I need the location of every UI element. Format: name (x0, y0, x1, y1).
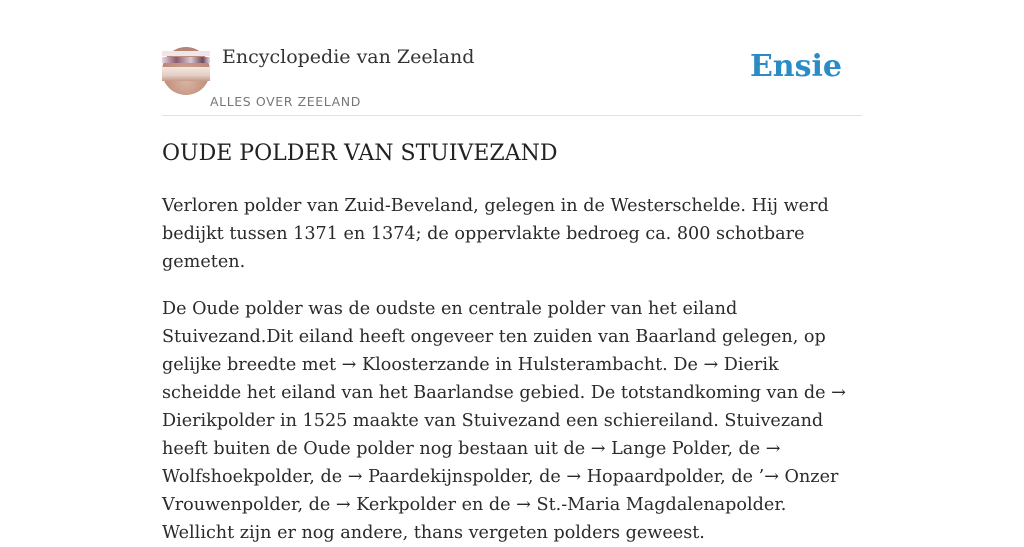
article (162, 138, 862, 547)
site-title[interactable]: Encyclopedie van Zeeland (222, 46, 475, 68)
brand-logo-link[interactable]: Ensie (749, 49, 842, 84)
article-title: OUDE POLDER VAN STUIVEZAND (162, 141, 558, 166)
avatar-image-band (162, 67, 210, 81)
article-paragraph: Verloren polder van Zuid-Beveland, gelegen in de Westerschelde. Hij werd bedijkt tussen 1371 en 1374; de oppervlakte bedroeg ca. 800 schotbare gemeten. (162, 196, 829, 272)
article-paragraph: De Oude polder was de oudste en centrale polder van het eiland Stuivezand.Dit eiland heeft ongeveer ten zuiden van Baarland gelegen, op gelijke breedte met → Kloosterzande in Hulsterambacht. De → Dierik scheidde het eiland van het Baarlandse gebied. De totstandkoming van de → Dierikpolder in 1525 maakte van Stuivezand een schiereiland. Stuivezand heeft buiten de Oude polder nog bestaan uit de → Lange Polder, de → Wolfshoekpolder, de → Paardekijnspolder, de → Hopaardpolder, de ’→ Onzer Vrouwenpolder, de → Kerkpolder en de → St.-Maria Magdalenapolder. Wellicht zijn er nog andere, thans vergeten polders geweest. (162, 299, 846, 543)
site-header (162, 0, 862, 116)
site-subtitle: ALLES OVER ZEELAND (210, 94, 361, 109)
avatar-image-band (162, 57, 210, 63)
avatar-image-band (162, 51, 210, 56)
site-avatar[interactable] (162, 47, 210, 95)
